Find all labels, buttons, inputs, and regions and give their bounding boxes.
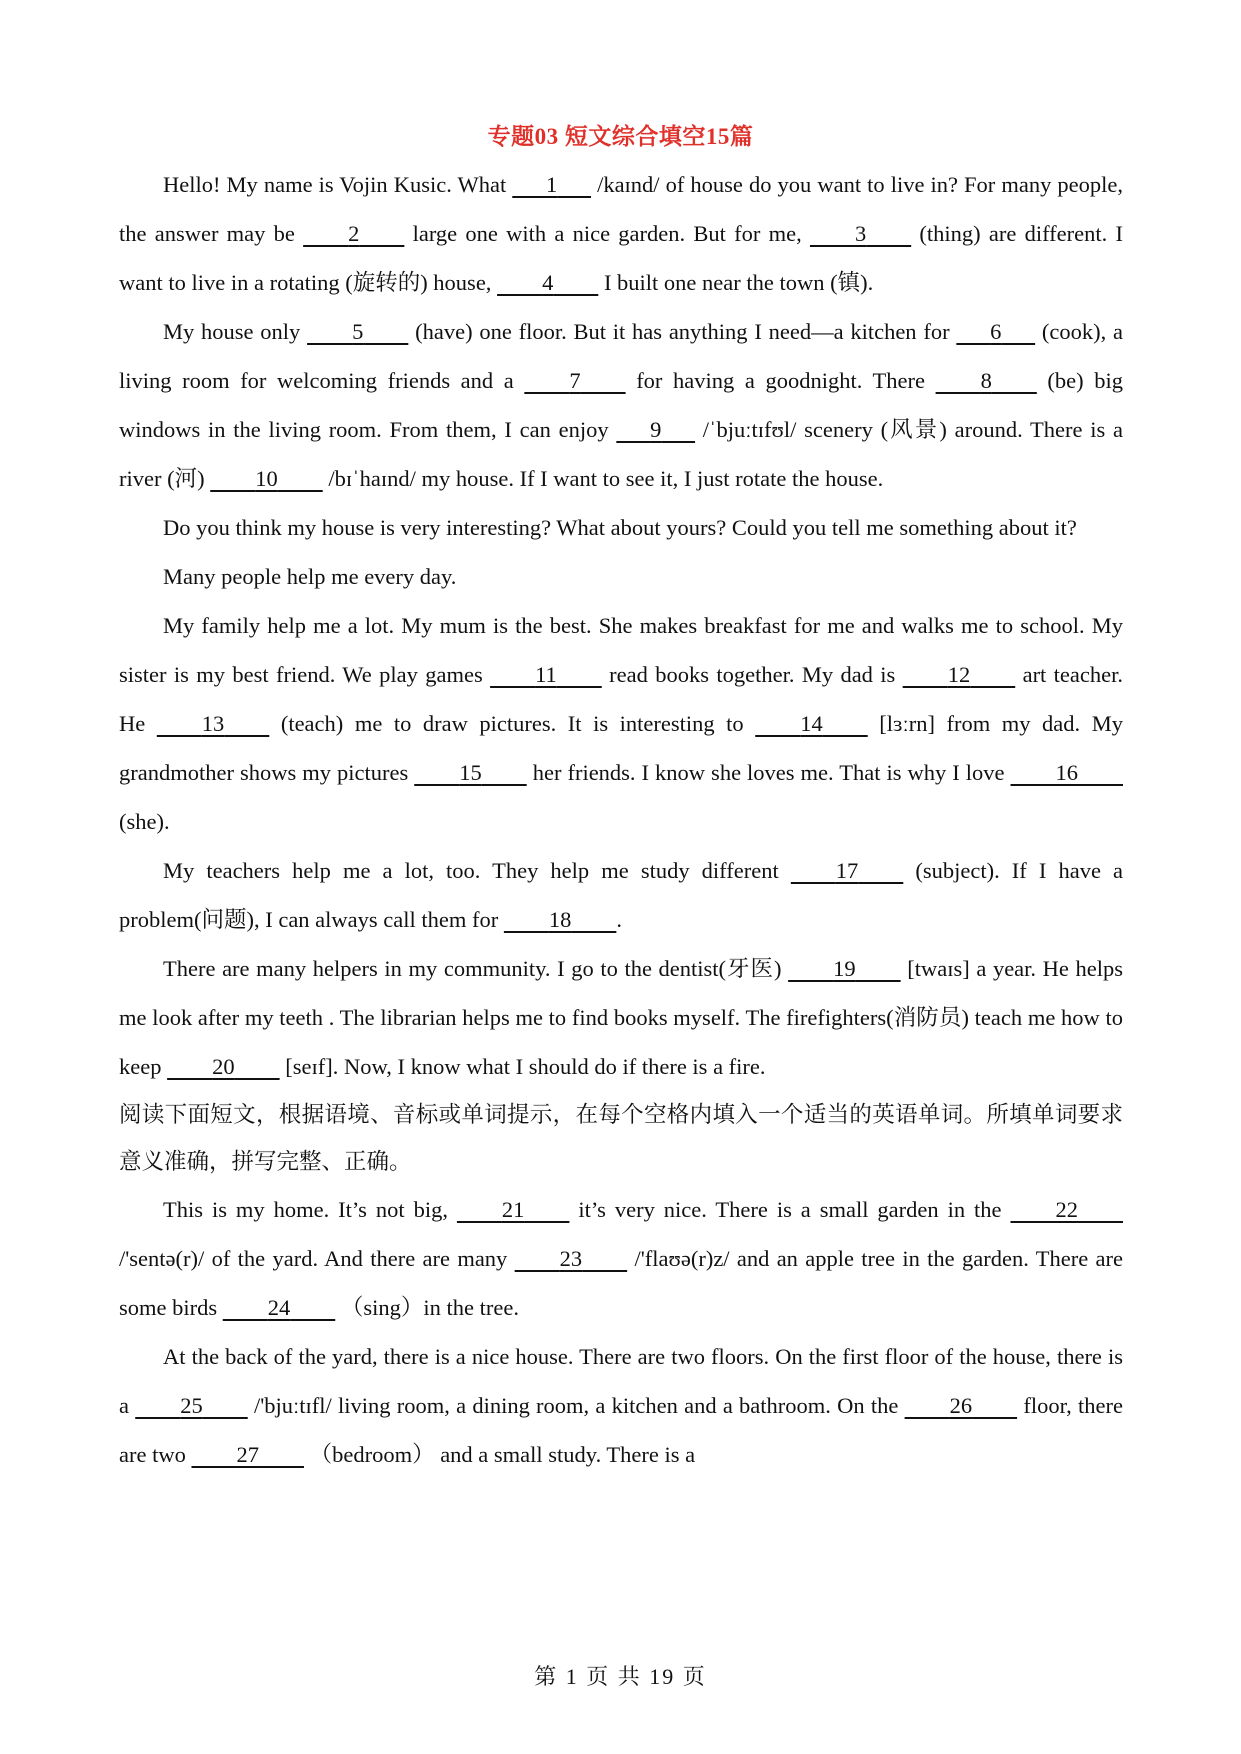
passage-text: My family help me a lot. My mum is the best. She makes breakfast for me and walks me to school. My sister is my best friend. We play games (119, 613, 1123, 687)
blank-line (210, 466, 255, 491)
passage-text: /'bjuːtɪfl/ living room, a dining room, a kitchen and a bathroom. On the (247, 1393, 905, 1418)
blank-line (856, 956, 901, 981)
passage-text: it’s very nice. There is a small garden in the (569, 1197, 1011, 1222)
blank-4 (497, 258, 598, 307)
blank-line (810, 221, 855, 246)
passage-paragraph (119, 601, 1123, 846)
blank-number: 12 (947, 662, 971, 687)
blank-number: 24 (267, 1295, 291, 1320)
blank-line (1078, 760, 1123, 785)
passage-text: [seɪf]. Now, I know what I should do if there is a fire. (279, 1054, 766, 1079)
passage-text: (teach) me to draw pictures. It is interesting to (269, 711, 756, 736)
passage-text: This is my home. It’s not big, (163, 1197, 457, 1222)
blank-22 (1010, 1185, 1123, 1234)
blank-2 (303, 209, 404, 258)
blank-number: 16 (1055, 760, 1078, 785)
blank-line (755, 711, 800, 736)
blank-line (363, 319, 408, 344)
blank-line (553, 270, 598, 295)
passage-text: /kaɪnd/ of house do you want to live in? For many people, the answer may be (119, 172, 1123, 246)
blank-27 (191, 1430, 304, 1479)
blank-7 (524, 356, 625, 405)
passage-text: My house only (163, 319, 308, 344)
blank-number: 5 (352, 319, 364, 344)
blank-number: 13 (201, 711, 225, 736)
blank-3 (810, 209, 911, 258)
blank-line (661, 417, 695, 442)
blank-line (259, 1442, 304, 1467)
passage-text: [lɜːrn] from my dad. My grandmother shows my pictures (119, 711, 1123, 785)
passage-text: (have) one floor. But it has anything I need—a kitchen for (408, 319, 957, 344)
passage-text: . (616, 907, 622, 932)
passage-text: 阅读下面短文，根据语境、音标或单词提示，在每个空格内填入一个适当的英语单词。所填单词要求意义准确，拼写完整、正确。 (119, 1102, 1123, 1174)
passage-text: I built one near the town (镇). (598, 270, 874, 295)
blank-number: 2 (348, 221, 360, 246)
blank-number: 7 (569, 368, 581, 393)
passage-text: her friends. I know she loves me. That is why I love (526, 760, 1011, 785)
blank-20 (167, 1042, 280, 1091)
blank-line (972, 1393, 1017, 1418)
blank-line (571, 907, 616, 932)
passage-text: for having a goodnight. There (625, 368, 936, 393)
blank-number: 18 (548, 907, 572, 932)
blank-number: 6 (990, 319, 1002, 344)
passage-paragraph (119, 1332, 1123, 1479)
passage-paragraph (119, 160, 1123, 307)
blank-line (936, 368, 981, 393)
passage-text: [twaɪs] a year. He helps me look after my teeth . The librarian helps me to find books myself. The firefighters(消防员) teach me how to keep (119, 956, 1123, 1079)
passage-paragraph (119, 1185, 1123, 1332)
blank-line (278, 466, 323, 491)
blank-17 (791, 846, 904, 895)
passage-text: (she). (119, 809, 170, 834)
blank-number: 3 (854, 221, 867, 246)
blank-line (557, 662, 602, 687)
blank-16 (1011, 748, 1124, 797)
blank-24 (223, 1283, 336, 1332)
blank-10 (210, 454, 323, 503)
blank-line (515, 1246, 560, 1271)
blank-number: 27 (236, 1442, 259, 1467)
blank-line (557, 172, 591, 197)
blank-line (866, 221, 911, 246)
blank-number: 14 (800, 711, 823, 736)
passage-text: Do you think my house is very interesting? What about yours? Could you tell me something about it? (163, 515, 1077, 540)
passage-text: (subject). If I have a problem(问题), I can always call them for (119, 858, 1123, 932)
blank-line (791, 858, 836, 883)
blank-number: 20 (212, 1054, 235, 1079)
blank-26 (905, 1381, 1018, 1430)
blank-11 (490, 650, 602, 699)
passage-text: /bɪˈhaɪnd/ my house. If I want to see it, I just rotate the house. (322, 466, 884, 491)
blank-line (524, 368, 569, 393)
blank-line (903, 662, 948, 687)
blank-number: 8 (980, 368, 992, 393)
passage-text: There are many helpers in my community. I go to the dentist(牙医) (163, 956, 789, 981)
passage-text: （bedroom） and a small study. There is a (303, 1442, 696, 1467)
blank-line (167, 1054, 212, 1079)
blank-line (157, 711, 202, 736)
passage-text: read books together. My dad is (601, 662, 903, 687)
blank-9 (616, 405, 695, 454)
passage-text: (be) big windows in the living room. From them, I can enjoy (119, 368, 1123, 442)
blank-number: 1 (546, 172, 558, 197)
passage-text: /'sentə(r)/ of the yard. And there are many (119, 1246, 515, 1271)
blank-line (414, 760, 459, 785)
blank-6 (956, 307, 1035, 356)
blank-line (359, 221, 404, 246)
blank-number: 25 (180, 1393, 203, 1418)
passage-paragraph (119, 503, 1123, 552)
blank-number: 10 (255, 466, 278, 491)
blank-line (582, 1246, 627, 1271)
passage-text: /'flaʊə(r)z/ and an apple tree in the garden. There are some birds (119, 1246, 1123, 1320)
blank-line (1078, 1197, 1123, 1222)
blank-line (290, 1295, 335, 1320)
blank-line (1010, 1197, 1055, 1222)
passage-text: Hello! My name is Vojin Kusic. What (163, 172, 513, 197)
passage-text: My teachers help me a lot, too. They help me study different (163, 858, 791, 883)
blank-8 (936, 356, 1037, 405)
blank-line (1011, 760, 1056, 785)
blank-line (235, 1054, 280, 1079)
blank-number: 9 (650, 417, 662, 442)
blank-line (223, 1295, 268, 1320)
blank-number: 26 (949, 1393, 973, 1418)
blank-number: 11 (535, 662, 557, 687)
blank-line (616, 417, 650, 442)
blank-line (524, 1197, 569, 1222)
blank-line (504, 907, 549, 932)
blank-line (956, 319, 990, 344)
blank-line (581, 368, 626, 393)
passage-text: （sing）in the tree. (335, 1295, 519, 1320)
blank-23 (515, 1234, 628, 1283)
passage-body (119, 160, 1123, 1479)
blank-21 (457, 1185, 570, 1234)
blank-number: 17 (835, 858, 859, 883)
blank-line (512, 172, 546, 197)
blank-13 (157, 699, 270, 748)
passage-paragraph (119, 307, 1123, 503)
passage-text: Many people help me every day. (163, 564, 457, 589)
blank-1 (512, 160, 591, 209)
passage-text: (thing) are different. I want to live in a rotating (旋转的) house, (119, 221, 1123, 295)
blank-14 (755, 699, 868, 748)
passage-paragraph (119, 846, 1123, 944)
blank-line (497, 270, 542, 295)
instruction-paragraph (119, 1091, 1123, 1185)
passage-paragraph (119, 944, 1123, 1091)
blank-15 (414, 748, 527, 797)
blank-line (905, 1393, 950, 1418)
blank-line (788, 956, 833, 981)
blank-line (307, 319, 352, 344)
blank-12 (903, 650, 1016, 699)
blank-number: 22 (1055, 1197, 1078, 1222)
passage-text: large one with a nice garden. But for me, (404, 221, 810, 246)
blank-line (823, 711, 868, 736)
blank-number: 19 (833, 956, 856, 981)
blank-25 (135, 1381, 248, 1430)
passage-text: floor, there are two (119, 1393, 1123, 1467)
blank-line (191, 1442, 236, 1467)
passage-text: /ˈbjuːtɪfʊl/ scenery (风景) around. There is a river (河) (119, 417, 1123, 491)
blank-line (135, 1393, 180, 1418)
page-footer: 第 1 页 共 19 页 (534, 1664, 707, 1689)
blank-line (992, 368, 1037, 393)
blank-number: 15 (459, 760, 482, 785)
blank-number: 21 (501, 1197, 525, 1222)
blank-line (303, 221, 348, 246)
document-title: 专题03 短文综合填空15篇 (487, 124, 754, 149)
blank-line (1001, 319, 1035, 344)
passage-text: art teacher. He (119, 662, 1124, 736)
blank-line (482, 760, 527, 785)
blank-19 (788, 944, 901, 993)
passage-text: At the back of the yard, there is a nice house. There are two floors. On the first floor of the house, there is a (119, 1344, 1123, 1418)
passage-paragraph (119, 552, 1123, 601)
blank-5 (307, 307, 408, 356)
blank-line (457, 1197, 502, 1222)
blank-number: 23 (559, 1246, 583, 1271)
passage-text: (cook), a living room for welcoming friends and a (119, 319, 1123, 393)
blank-number: 4 (542, 270, 554, 295)
blank-line (490, 662, 535, 687)
blank-line (970, 662, 1015, 687)
blank-line (858, 858, 903, 883)
blank-line (224, 711, 269, 736)
blank-line (203, 1393, 248, 1418)
blank-18 (504, 895, 617, 944)
